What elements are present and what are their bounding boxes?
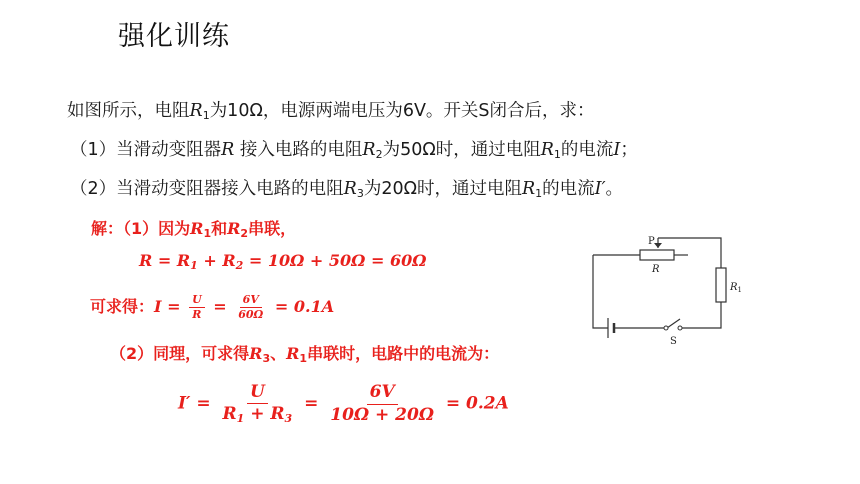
text: R = R <box>139 251 191 270</box>
var-r3: R <box>249 344 263 363</box>
switch-pivot <box>664 326 668 330</box>
slider-arrow <box>654 243 662 248</box>
text: 。 <box>605 179 624 199</box>
denominator: R <box>192 307 202 321</box>
subscript: 3 <box>356 187 364 200</box>
label-p: P <box>648 236 655 247</box>
text: （2）当滑动变阻器接入电路的电阻 <box>70 179 344 199</box>
text: I = <box>154 296 181 316</box>
numerator: 6V <box>240 293 262 308</box>
subscript: 3 <box>284 412 293 426</box>
subscript: 1 <box>236 412 245 426</box>
text: 和 <box>211 219 228 238</box>
page-title: 强化训练 <box>118 21 230 52</box>
text: 的电流 <box>542 179 595 199</box>
subscript: 1 <box>299 352 308 365</box>
text: 可求得： <box>90 296 155 316</box>
rheostat <box>640 250 674 260</box>
var-i-prime: I′ <box>594 179 606 199</box>
text: 串联时，电路中的电流为： <box>307 344 500 363</box>
denominator: 10Ω + 20Ω <box>330 404 434 425</box>
text: = <box>304 393 319 414</box>
fraction-values <box>327 382 437 426</box>
subscript: 1 <box>203 227 212 240</box>
text: I′ = <box>178 393 211 414</box>
fraction-values <box>235 293 266 322</box>
question-part-1 <box>70 136 638 161</box>
text: （2）同理，可求得 <box>110 344 250 363</box>
fraction-u-over-sum <box>220 382 296 426</box>
label-r1-main: R <box>730 282 738 293</box>
label-r: R <box>652 264 660 275</box>
fraction-u-over-r <box>189 293 205 322</box>
var-r: R <box>221 140 235 160</box>
label-s: S <box>670 336 677 347</box>
text: 为10Ω，电源两端电压为6V。开关S闭合后，求： <box>209 101 595 121</box>
subscript: 3 <box>262 352 271 365</box>
text: = 0.2A <box>445 393 509 414</box>
numerator: U <box>189 293 205 308</box>
var-r2: R <box>362 140 376 160</box>
subscript: 1 <box>202 109 210 122</box>
denominator: 60Ω <box>238 307 264 321</box>
var-r1: R <box>286 344 300 363</box>
numerator: 6V <box>367 382 398 404</box>
text: 解：（1）因为 <box>91 219 191 238</box>
label-r1 <box>729 282 742 294</box>
var-r3: R <box>343 179 357 199</box>
subscript: 1 <box>190 259 198 272</box>
var-r1: R <box>189 101 203 121</box>
subscript: 1 <box>553 148 561 161</box>
text: = 10Ω + 50Ω = 60Ω <box>243 251 427 270</box>
numerator: U <box>247 382 268 404</box>
subscript: 2 <box>235 259 244 272</box>
question-intro <box>67 97 595 122</box>
solution-line-2 <box>90 293 334 322</box>
label-r1-sub: 1 <box>737 286 742 294</box>
text: 为50Ω时，通过电阻 <box>382 140 541 160</box>
text: + R <box>197 251 236 270</box>
wire-top-right <box>658 238 721 268</box>
subscript: 2 <box>240 227 249 240</box>
text: ； <box>620 140 638 160</box>
var-i: I <box>613 140 621 160</box>
text: 为20Ω时，通过电阻 <box>363 179 522 199</box>
denominator <box>220 404 296 426</box>
text: 的电流 <box>560 140 614 160</box>
var-r1: R <box>540 140 554 160</box>
subscript: 1 <box>535 187 543 200</box>
text: R <box>222 404 237 425</box>
question-part-2 <box>70 175 623 200</box>
wire-left <box>593 255 608 328</box>
equation-current <box>178 382 509 426</box>
var-r1: R <box>521 179 536 199</box>
wire-right <box>680 302 721 328</box>
var-r2: R <box>227 219 241 238</box>
equation-total-resistance <box>139 251 426 272</box>
text: = <box>213 296 227 316</box>
solution-line-3 <box>110 341 499 365</box>
subscript: 2 <box>375 148 383 161</box>
text: 串联， <box>248 219 297 238</box>
text: 如图所示，电阻 <box>67 101 190 121</box>
resistor-r1 <box>716 268 726 302</box>
var-r1: R <box>190 219 204 238</box>
solution-line-1 <box>91 216 296 240</box>
circuit-diagram <box>588 230 763 350</box>
text: 、 <box>270 344 287 363</box>
text: 接入电路的电阻 <box>234 140 363 160</box>
switch-contact <box>678 326 682 330</box>
text: （1）当滑动变阻器 <box>70 140 222 160</box>
text: = 0.1A <box>274 296 335 316</box>
text: + R <box>244 404 285 425</box>
